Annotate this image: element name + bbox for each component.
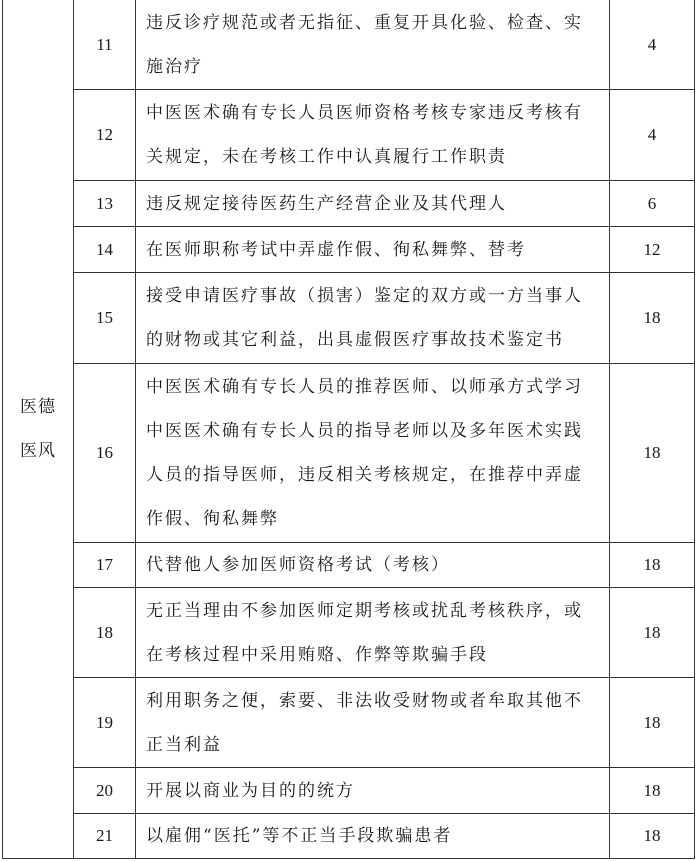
row-number: 18: [74, 588, 136, 678]
row-description: 接受申请医疗事故（损害）鉴定的双方或一方当事人的财物或其它利益，出具虚假医疗事故技术鉴定书: [136, 273, 610, 364]
row-description: 利用职务之便，索要、非法收受财物或者牟取其他不正当利益: [136, 678, 610, 768]
row-description: 代替他人参加医师资格考试（考核）: [136, 543, 610, 588]
row-number: 19: [74, 678, 136, 768]
row-description: 在医师职称考试中弄虚作假、徇私舞弊、替考: [136, 227, 610, 273]
row-description: 以雇佣“医托”等不正当手段欺骗患者: [136, 814, 610, 859]
row-points: 6: [610, 181, 695, 227]
row-points: 18: [610, 678, 695, 768]
table-row: [3, 814, 695, 859]
row-number: 14: [74, 227, 136, 273]
row-description: 开展以商业为目的的统方: [136, 768, 610, 814]
row-points: 18: [610, 588, 695, 678]
row-number: 16: [74, 364, 136, 543]
row-points: 18: [610, 543, 695, 588]
table-row: [3, 0, 695, 90]
row-description: 中医医术确有专长人员医师资格考核专家违反考核有关规定，未在考核工作中认真履行工作职责: [136, 90, 610, 181]
category-label-line2: 医风: [20, 441, 56, 461]
table-row: [3, 364, 695, 543]
row-points: 4: [610, 90, 695, 181]
row-number: 12: [74, 90, 136, 181]
row-points: 18: [610, 768, 695, 814]
table-row: [3, 543, 695, 588]
row-description: 中医医术确有专长人员的推荐医师、以师承方式学习中医医术确有专长人员的指导老师以及多年医术实践人员的指导医师，违反相关考核规定，在推荐中弄虚作假、徇私舞弊: [136, 364, 610, 543]
row-number: 17: [74, 543, 136, 588]
table-row: [3, 678, 695, 768]
row-points: 4: [610, 0, 695, 90]
table-row: [3, 227, 695, 273]
table-row: [3, 90, 695, 181]
category-label-line1: 医德: [20, 397, 56, 417]
row-number: 13: [74, 181, 136, 227]
row-description: 违反规定接待医药生产经营企业及其代理人: [136, 181, 610, 227]
row-points: 18: [610, 814, 695, 859]
row-points: 18: [610, 273, 695, 364]
row-description: 无正当理由不参加医师定期考核或扰乱考核秩序，或在考核过程中采用贿赂、作弊等欺骗手段: [136, 588, 610, 678]
table-row: [3, 273, 695, 364]
row-description: 违反诊疗规范或者无指征、重复开具化验、检查、实施治疗: [136, 0, 610, 90]
table-row: [3, 588, 695, 678]
table-row: [3, 181, 695, 227]
row-points: 18: [610, 364, 695, 543]
row-number: 20: [74, 768, 136, 814]
row-number: 15: [74, 273, 136, 364]
row-number: 21: [74, 814, 136, 859]
row-number: 11: [74, 0, 136, 90]
category-cell: [3, 0, 74, 859]
table-row: [3, 768, 695, 814]
row-points: 12: [610, 227, 695, 273]
penalty-table: [2, 0, 695, 859]
